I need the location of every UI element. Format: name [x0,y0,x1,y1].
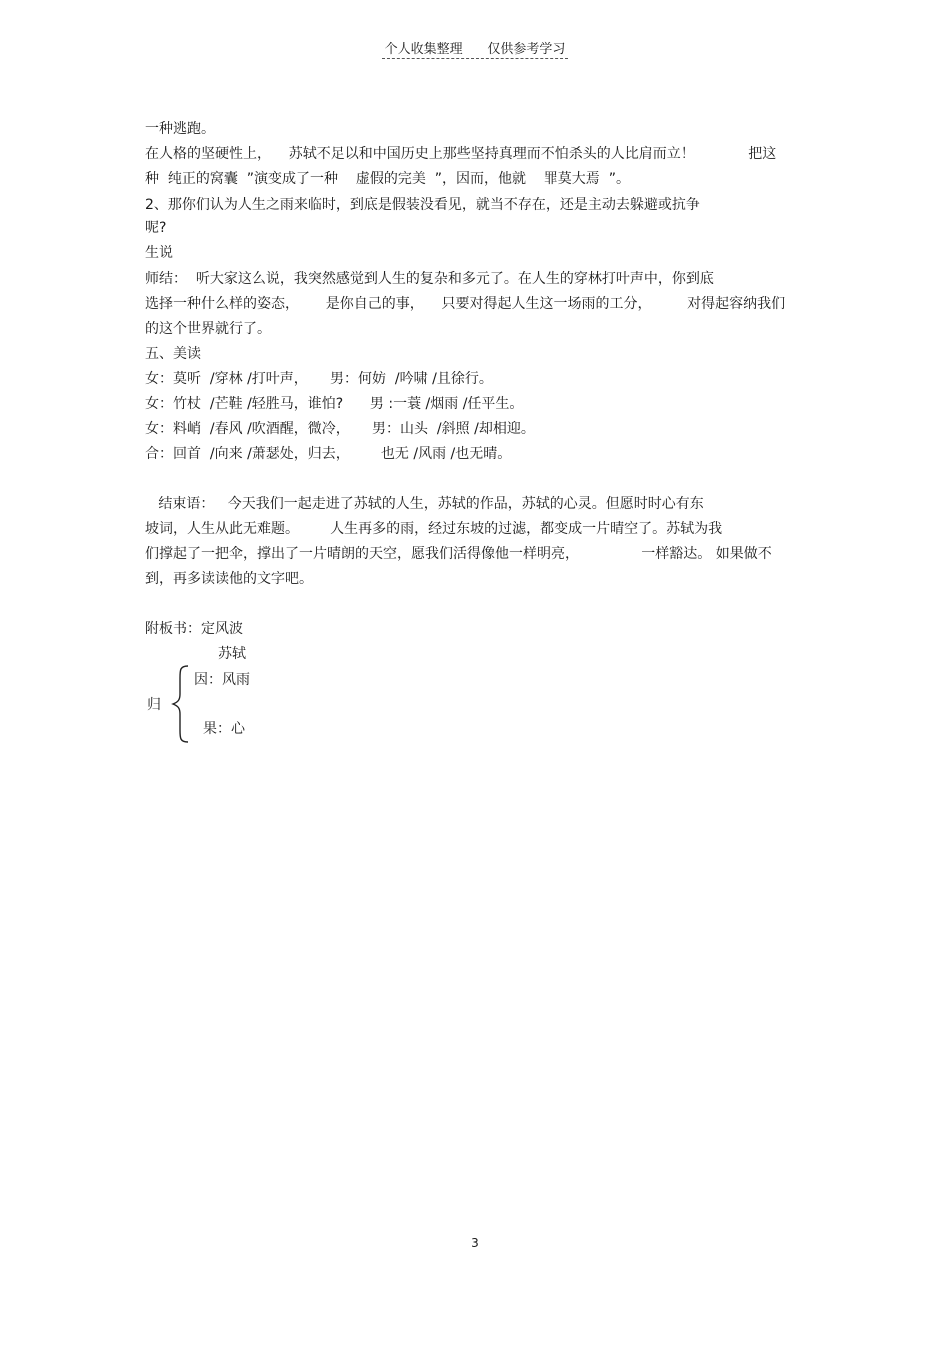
text-line: 的这个世界就行了。 [145,321,271,337]
text-line: 在人格的坚硬性上， 苏轼不足以和中国历史上那些坚持真理而不怕杀头的人比肩而立！ 把这 [145,146,777,162]
text-line: 2、那你们认为人生之雨来临时，到底是假装没看见，就当不存在，还是主动去躲避或抗争 [145,197,700,213]
text-line: 坡词，人生从此无难题。 人生再多的雨，经过东坡的过滤，都变成一片晴空了。苏轼为我 [145,521,723,537]
reading-line: 女：莫听 /穿林 /打叶声， 男：何妨 /吟啸 /且徐行。 [145,371,493,387]
text-line: 一种逃跑。 [145,121,215,137]
text-line: 们撑起了一把伞，撑出了一片晴朗的天空，愿我们活得像他一样明亮， 一样豁达。 如果做不 [145,546,772,562]
board-author: 苏轼 [218,646,246,662]
text-line: 结束语： 今天我们一起走进了苏轼的人生，苏轼的作品，苏轼的心灵。但愿时时心有东 [145,496,704,512]
text-line: 呢? [145,220,167,236]
reading-line: 合：回首 /向来 /萧瑟处，归去， 也无 /风雨 /也无晴。 [145,446,512,462]
board-item-cause: 因：风雨 [194,672,250,688]
section-heading: 五、美读 [145,346,201,362]
page-number: 3 [471,1236,479,1250]
page-header: 个人收集整理 仅供参考学习 [382,38,568,59]
reading-line: 女：料峭 /春风 /吹酒醒，微冷， 男：山头 /斜照 /却相迎。 [145,421,535,437]
text-line: 选择一种什么样的姿态， 是你自己的事， 只要对得起人生这一场雨的工分， 对得起容纳我们 [145,296,786,312]
text-line: 种 纯正的窝囊 ”演变成了一种 虚假的完美 ”，因而，他就 罪莫大焉 ”。 [145,171,630,187]
text-line: 到，再多读读他的文字吧。 [145,571,313,587]
text-line: 生说 [145,245,173,261]
board-item-result: 果：心 [203,721,245,737]
board-root: 归 [147,697,161,713]
board-title: 附板书：定风波 [145,621,243,637]
text-line: 师结： 听大家这么说，我突然感觉到人生的复杂和多元了。在人生的穿林打叶声中，你到底 [145,271,714,287]
reading-line: 女：竹杖 /芒鞋 /轻胜马，谁怕? 男 :一蓑 /烟雨 /任平生。 [145,396,524,412]
curly-brace-icon [170,664,192,744]
